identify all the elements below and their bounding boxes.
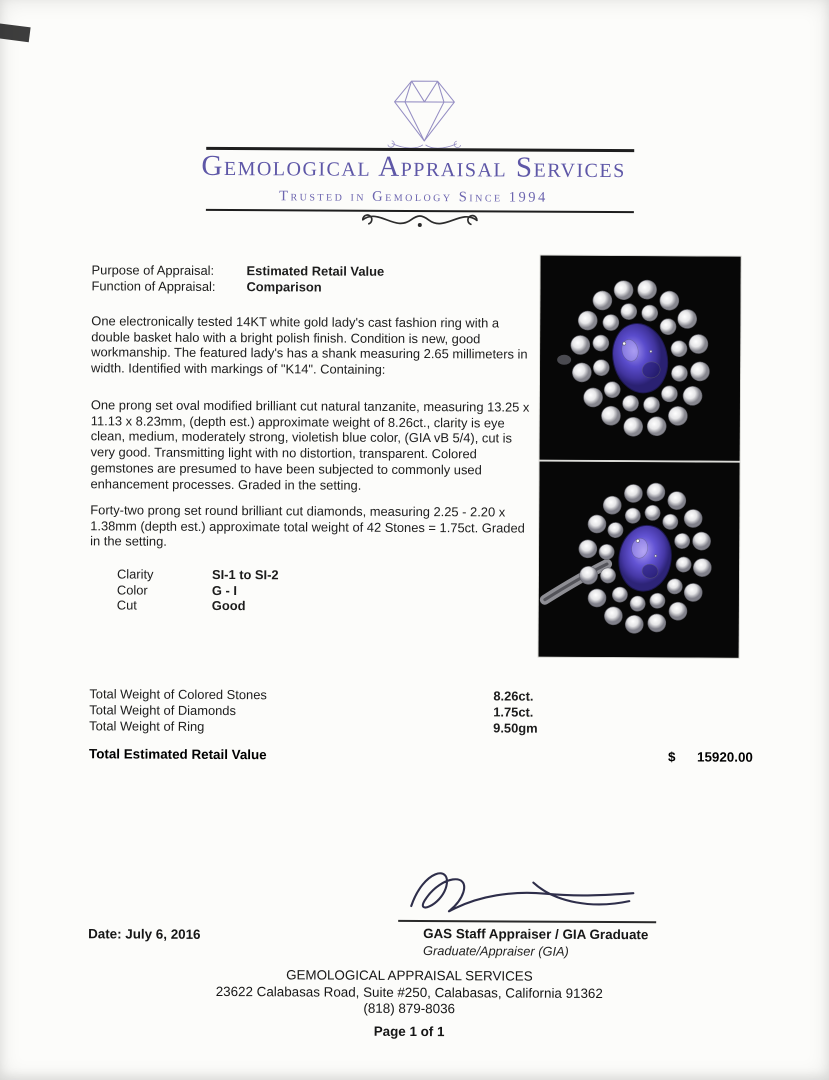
org-tagline: Trusted in Gemology Since 1994 — [279, 188, 548, 206]
retail-currency-symbol: $ — [668, 749, 676, 765]
weight-totals — [89, 686, 741, 737]
function-label: Function of Appraisal: — [91, 278, 216, 294]
total-colored-stones-label: Total Weight of Colored Stones — [89, 686, 267, 703]
total-diamonds-value: 1.75ct. — [493, 704, 534, 720]
ring-photo-top-image — [540, 256, 741, 461]
appraisal-date: Date: July 6, 2016 — [88, 926, 201, 942]
table-row — [117, 566, 417, 583]
function-value: Comparison — [246, 279, 322, 295]
grade-label-color: Color — [116, 582, 148, 598]
flourish-ornament-icon — [355, 204, 485, 237]
description-paragraph-tanzanite: One prong set oval modified brilliant cut natural tanzanite, measuring 13.25 x 11.13 x 8.23mm, (depth est.) approximate weight of 8.26ct., clarity is eye clean, medium, moderately strong, violetish blue color, (GIA vB 5/4), cut is very good. Transmitting light with no distortion, transparent. Colored gemstones are presumed to have been subjected to commonly used enhancement processes. Graded in the setting. — [90, 397, 530, 493]
footer-org-name: GEMOLOGICAL APPRAISAL SERVICES — [286, 967, 533, 984]
retail-amount: 15920.00 — [697, 749, 753, 765]
signature-line — [398, 920, 656, 923]
grade-value-cut: Good — [211, 598, 246, 614]
total-retail-value-row — [89, 746, 753, 767]
table-row — [89, 718, 741, 737]
signature-scribble — [393, 862, 661, 923]
grade-value-clarity: SI-1 to SI-2 — [211, 566, 279, 583]
appraiser-title: GAS Staff Appraiser / GIA Graduate — [423, 926, 649, 943]
footer-phone: (818) 879-8036 — [363, 1000, 456, 1017]
purpose-label: Purpose of Appraisal: — [91, 262, 215, 278]
description-paragraph-ring: One electronically tested 14KT white gold lady's cast fashion ring with a double basket halo with a bright polish finish. Condition is new, good workmanship. The featured lady's has a shank measuring 2.65 millimeters in width. Identified with markings of "K14". Containing: — [91, 313, 528, 377]
total-diamonds-label: Total Weight of Diamonds — [89, 702, 236, 719]
function-row — [91, 278, 543, 296]
table-row — [117, 582, 417, 599]
diamond-logo-icon — [329, 72, 519, 151]
purpose-value: Estimated Retail Value — [246, 263, 385, 279]
total-colored-stones-value: 8.26ct. — [493, 688, 534, 704]
description-paragraph-diamonds: Forty-two prong set round brilliant cut diamonds, measuring 2.25 - 2.20 x 1.38mm (depth est.) approximate total weight of 42 Stones = 1.75ct. Graded in the setting. — [90, 502, 525, 550]
total-ring-weight-label: Total Weight of Ring — [89, 718, 205, 734]
ring-photo-top — [540, 256, 741, 461]
grade-label-cut: Cut — [116, 597, 137, 613]
grade-value-color: G - I — [211, 582, 238, 598]
scan-artifact — [0, 23, 31, 43]
appraiser-subtitle: Graduate/Appraiser (GIA) — [422, 943, 569, 959]
table-row — [117, 598, 417, 615]
footer-address: 23622 Calabasas Road, Suite #250, Calabasas, California 91362 — [215, 983, 603, 1001]
total-ring-weight-value: 9.50gm — [493, 720, 538, 736]
diamond-grading-table — [117, 566, 417, 614]
grade-label-clarity: Clarity — [116, 566, 154, 582]
retail-value-label: Total Estimated Retail Value — [89, 746, 267, 763]
org-title: Gemological Appraisal Services — [201, 149, 626, 185]
page-number: Page 1 of 1 — [373, 1023, 445, 1040]
ring-photo-bottom — [539, 462, 740, 658]
ring-photo-bottom-image — [539, 462, 740, 658]
